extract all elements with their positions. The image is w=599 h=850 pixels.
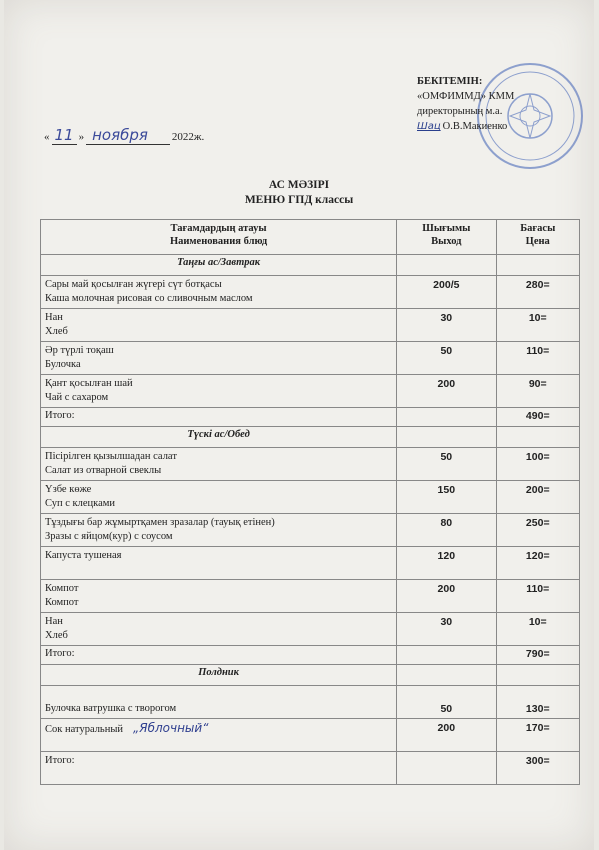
menu-title-kz: АС МӘЗІРІ <box>268 179 330 191</box>
table-row: Капуста тушеная 120 120= <box>41 547 580 580</box>
breakfast-total-row: Итого: 490= <box>41 408 580 427</box>
approval-title: БЕКІТЕМІН: <box>417 76 483 87</box>
table-row: Нан Хлеб 30 10= <box>41 309 580 342</box>
table-row: Қант қосылған шай Чай с сахаром 200 90= <box>41 375 580 408</box>
section-breakfast: Таңғы ас/Завтрак <box>41 255 580 276</box>
table-row: Әр түрлі тоқаш Булочка 50 110= <box>41 342 580 375</box>
table-row: Тұздығы бар жұмыртқамен зразалар (тауық етінен) Зразы с яйцом(кур) с соусом 80 250= <box>41 514 580 547</box>
approval-sign-line <box>417 119 587 134</box>
header-name: Тағамдардың атауы Наименования блюд <box>41 220 397 255</box>
approval-position: директорының м.а. <box>417 106 503 117</box>
table-row: Пісірілген қызылшадан салат Салат из отварной свеклы 50 100= <box>41 448 580 481</box>
menu-table <box>40 219 580 785</box>
menu-title-ru: МЕНЮ ГПД классы <box>244 194 354 206</box>
table-row: Сары май қосылған жүгері сүт ботқасы Каша молочная рисовая со сливочным маслом 200/5 280= <box>41 276 580 309</box>
snack-total-row: Итого: 300= <box>41 752 580 785</box>
document-date <box>44 126 204 145</box>
table-row: Нан Хлеб 30 10= <box>41 613 580 646</box>
date-quote-close: » <box>78 131 85 143</box>
table-row: Булочка ватрушка с творогом 50 130= <box>41 686 580 719</box>
approval-org: «ОМФИММД» КММ <box>417 91 515 102</box>
date-day: 11 <box>52 126 77 145</box>
date-year: 2022ж. <box>171 131 205 143</box>
approval-block <box>417 74 587 134</box>
header-output: Шығымы Выход <box>397 220 496 255</box>
table-row: Үзбе көже Суп с клецками 150 200= <box>41 481 580 514</box>
date-quote-open: « <box>44 131 50 143</box>
director-signature: Шац <box>417 121 441 132</box>
table-header <box>41 220 580 255</box>
menu-sheet <box>4 0 594 850</box>
lunch-total-row: Итого: 790= <box>41 646 580 665</box>
header-price: Бағасы Цена <box>496 220 580 255</box>
director-name: О.В.Макиенко <box>442 121 508 132</box>
table-row: Компот Компот 200 110= <box>41 580 580 613</box>
date-month: ноября <box>86 126 170 145</box>
section-lunch: Түскі ас/Обед <box>41 427 580 448</box>
section-snack: Полдник <box>41 665 580 686</box>
table-row: Сок натуральный „Яблочный“ 200 170= <box>41 719 580 752</box>
handwritten-juice-note: „Яблочный“ <box>133 721 209 735</box>
